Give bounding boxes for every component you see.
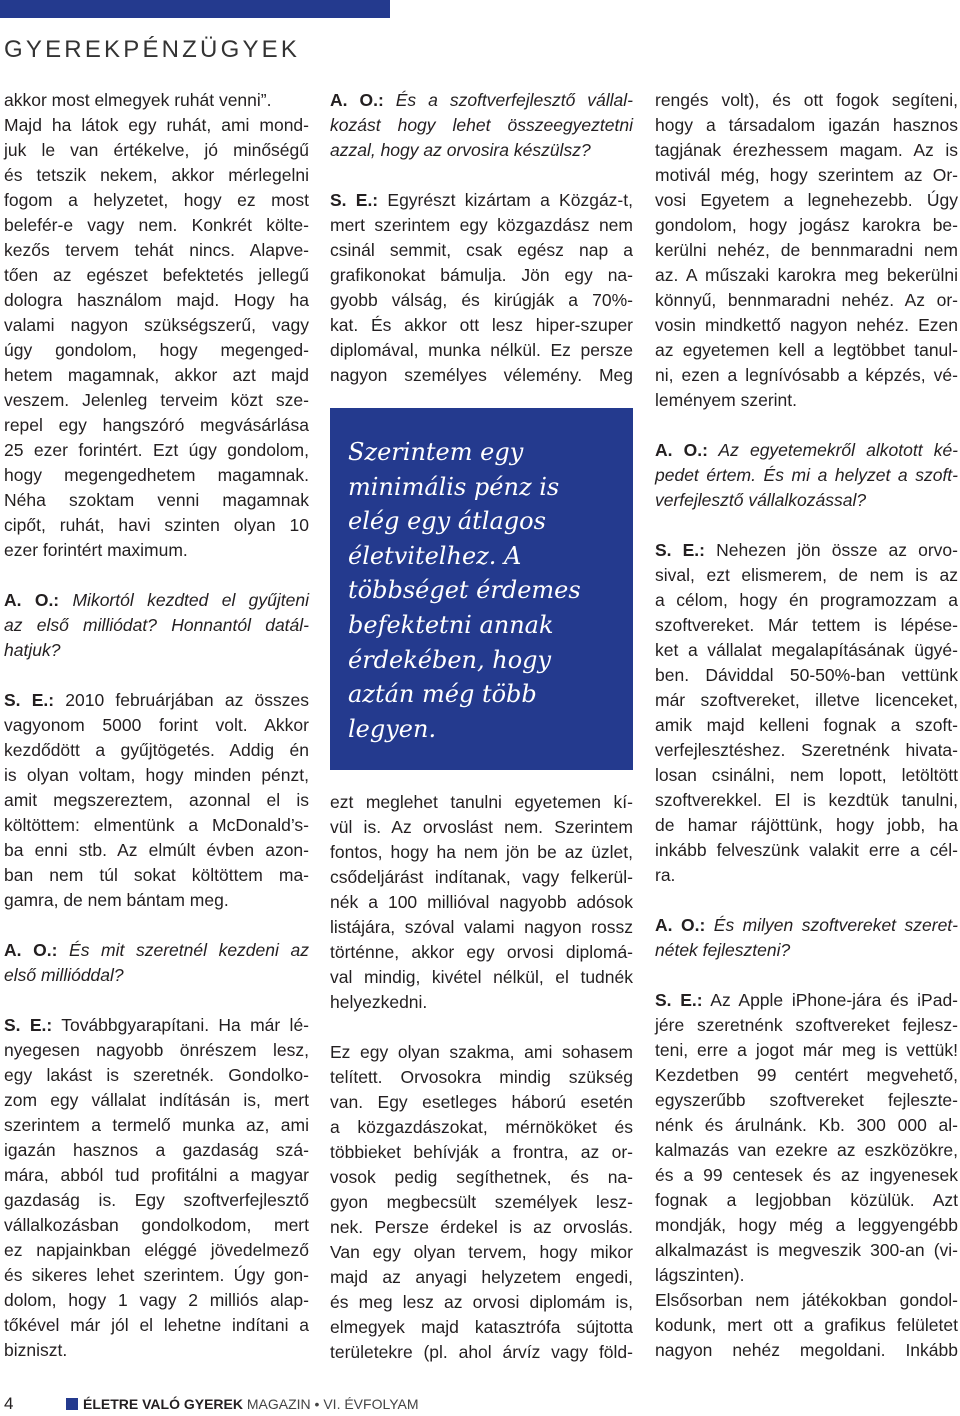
text-line: gazdaság is. Egy szoftverfejlesztő <box>4 1190 309 1210</box>
interviewer-question <box>655 438 958 513</box>
line-text: És a szoftverfejlesztő vállal- <box>395 90 633 110</box>
interviewee-answer <box>4 1013 309 1363</box>
pull-quote-line: befektetni annak <box>348 610 554 639</box>
text-line: költöttem: elmentünk a McDonald’s- <box>4 815 309 835</box>
line-text: Nehezen jön össze az orvo- <box>716 540 958 560</box>
text-line: nénk és árulnánk. Kb. 300 000 al- <box>655 1115 958 1135</box>
pull-quote-line: legyen. <box>348 714 437 743</box>
text-line: szoftvereket. Már tettem is lépése- <box>655 615 958 635</box>
text-line: Ez egy olyan szakma, ami sohasem <box>330 1041 633 1062</box>
interviewer-question <box>4 588 309 663</box>
text-line: teni, erre a jogot már meg is vettük! <box>655 1040 958 1060</box>
text-line: elmegyek majd katasztrófa sújtotta <box>330 1316 633 1337</box>
column-1 <box>4 88 309 1363</box>
text-line: vállalkozásban gondolkodom, mert <box>4 1215 309 1235</box>
text-line: nagyon személyes vélemény. Meg <box>330 365 633 385</box>
text-line: gyon megbecsült személyek lesz- <box>330 1191 633 1212</box>
text-line <box>4 588 309 613</box>
text-line: kezős tervem tehát nincs. Alapve- <box>4 240 309 260</box>
paragraph <box>655 1288 958 1363</box>
interviewee-answer <box>4 688 309 913</box>
text-line: verfejlesztéshez. Szeretnénk hivata- <box>655 740 958 760</box>
text-line: Néha szoktam venni magamnak <box>4 490 309 510</box>
pull-quote-line: érdekében, hogy <box>348 645 552 674</box>
text-line: leményem szerint. <box>655 390 797 410</box>
text-line: vosin mindkettő nagyon nehéz. Ezen <box>655 315 958 335</box>
text-line: hetem magamnak, akkor azt majd <box>4 365 309 385</box>
text-line: mert szerintem egy közgazdász nem <box>330 215 633 235</box>
text-line: repel egy hangszóró megvásárlása <box>4 415 309 435</box>
text-line: úgy gondolom, hogy megenged- <box>4 340 309 360</box>
text-line: 25 ezer forintért. Ezt úgy gondolom, <box>4 440 309 460</box>
text-line: losan csinálni, nem lopott, letöltött <box>655 765 958 785</box>
text-line: dologra használom majd. Hogy ha <box>4 290 309 310</box>
section-title: GYEREKPÉNZÜGYEK <box>4 36 301 63</box>
text-line <box>655 913 958 938</box>
magazine-name: ÉLETRE VALÓ GYEREK <box>83 1396 243 1412</box>
text-line: zom egy vállalat indításán is, mert <box>4 1090 309 1110</box>
pull-quote-line: Szerintem egy <box>348 438 524 466</box>
text-line: bizniszt. <box>4 1340 68 1360</box>
text-line: alkalmazást is megveszik 300-an (vi- <box>655 1240 958 1260</box>
text-line: nyegesen nagyobb önrészem lesz, <box>4 1040 309 1060</box>
text-line: hogy a társadalom igazán hasznos <box>655 115 958 135</box>
speaker-label: S. E.: <box>4 690 55 710</box>
text-line: területekre (pl. ahol árvíz vagy föld- <box>330 1341 633 1362</box>
text-line: többieket behívják a frontra, az or- <box>330 1141 633 1162</box>
text-line: cipőt, ruhát, havi szinten olyan 10 <box>4 515 309 535</box>
speaker-label: A. O.: <box>4 940 58 960</box>
text-line <box>4 938 309 963</box>
text-line: diplomával, munka nélkül. Ez persze <box>330 340 633 360</box>
text-line: vosi Egyetem a legnehezebb. Úgy <box>655 190 958 210</box>
text-line: kalmazás van ezekre az eszközökre, <box>655 1140 958 1160</box>
text-line: telített. Orvosokra mindig szükség <box>330 1066 633 1087</box>
paragraph <box>330 1040 633 1365</box>
text-line: azzal, hogy az orvosira készülsz? <box>330 140 591 160</box>
text-line: inkább felveszünk valakit erre a cél- <box>655 840 958 860</box>
text-line: majd az anyagi helyzetem engedi, <box>330 1266 633 1287</box>
footer <box>0 1392 960 1416</box>
text-line: mondják, hogy még a leggyengébb <box>655 1215 958 1235</box>
text-line: amik majd kelleni fognak a szoft- <box>655 715 958 735</box>
paragraph <box>4 88 309 113</box>
text-line: van. Egy esetleges háború esetén <box>330 1091 633 1112</box>
text-line: ezt meglehet tanulni egyetemen kí- <box>330 791 633 812</box>
paragraph <box>330 790 633 1015</box>
text-line: ben. Dáviddal 50-50%-ban vettünk <box>655 665 958 685</box>
interviewee-answer <box>655 988 958 1288</box>
text-line: belefér-e vagy nem. Konkrét költe- <box>4 215 309 235</box>
text-line: Majd ha látok egy ruhát, ami mond- <box>4 115 309 135</box>
text-line <box>655 988 958 1013</box>
text-line: ezer forintért maximum. <box>4 540 188 560</box>
text-line <box>4 1013 309 1038</box>
interviewer-question <box>4 938 309 988</box>
text-line: kezdődött a gyűjtögetés. Addig én <box>4 740 309 760</box>
text-line <box>655 538 958 563</box>
magazine-issue: MAGAZIN • VI. ÉVFOLYAM <box>246 1396 419 1412</box>
speaker-label: A. O.: <box>330 90 384 110</box>
text-line: val mindig, kivétel nélkül, el tudnék <box>330 966 633 987</box>
speaker-label: A. O.: <box>655 440 708 460</box>
text-line: verfejlesztő vállalkozással? <box>655 490 867 510</box>
text-line: de hamar rájöttünk, hogy jobb, ha <box>655 815 958 835</box>
text-line: hatjuk? <box>4 640 61 660</box>
speaker-label: A. O.: <box>4 590 60 610</box>
interviewer-question <box>655 913 958 963</box>
text-line: valami nagyon szükségszerű, vagy <box>4 315 309 335</box>
text-line: lágszinten). <box>655 1265 745 1285</box>
text-line: pedet értem. És mi a helyzet a szoft- <box>655 465 958 485</box>
text-line <box>655 438 958 463</box>
text-line: a közgazdászokat, mérnököket és <box>330 1116 633 1137</box>
text-line: gyobb válság, és kirúgják a 70%- <box>330 290 633 310</box>
page-number: 4 <box>4 1394 14 1413</box>
line-text: Továbbgyarapítani. Ha már lé- <box>61 1015 309 1035</box>
text-line: a célom, hogy én programozzam a <box>655 590 958 610</box>
text-line: vosok pedig segíthetnek, és na- <box>330 1166 633 1187</box>
speaker-label: S. E.: <box>4 1015 53 1035</box>
text-line: vül is. Az orvoslást nem. Szerintem <box>330 816 633 837</box>
text-line: tagjának érezhessem magam. Az is <box>655 140 958 160</box>
text-line: az. A műszaki karokra meg bekerülni <box>655 265 958 285</box>
text-line: kat. És akkor ott lesz hiper-szuper <box>330 315 633 335</box>
text-line: gamra, de nem bántam meg. <box>4 890 229 910</box>
text-line: ni, ezen a legnívósabb a képzés, vé- <box>655 365 958 385</box>
magazine-square-icon <box>66 1398 78 1410</box>
text-line <box>4 688 309 713</box>
text-line: kerülni nehéz, de bennmaradni nem <box>655 240 958 260</box>
text-line: ra. <box>655 865 676 885</box>
line-text: És mit szeretnél kezdeni az <box>69 940 309 960</box>
text-line: első millióddal? <box>4 965 124 985</box>
text-line: az első milliódat? Honnantól datál- <box>4 615 309 635</box>
text-line: ez napjainkban eléggé jövedelmező <box>4 1240 309 1260</box>
text-line: igazán hasznos a gazdaság szá- <box>4 1140 309 1160</box>
interviewer-question <box>330 88 633 163</box>
text-line: hogy megengedhetem magamnak. <box>4 465 309 485</box>
line-text: Az Apple iPhone-jára és iPad- <box>710 990 958 1010</box>
text-line: motivál még, hogy szerintem az Or- <box>655 165 958 185</box>
header-bar <box>0 0 390 18</box>
text-line: vagyonom 5000 forint volt. Akkor <box>4 715 309 735</box>
text-line: Kezdetben 99 centért megvehető, <box>655 1065 958 1085</box>
text-line: ket a vállalat megalapításának ügyé- <box>655 640 958 660</box>
text-line: grafikonokat bámulja. Jön egy na- <box>330 265 633 285</box>
text-line: fogom a helyzetet, hogy ez most <box>4 190 309 210</box>
text-line: juk le van értékelve, jó minőségű <box>4 140 309 160</box>
text-line: fontos, hogy ha nem jön be az üzlet, <box>330 841 633 862</box>
speaker-label: A. O.: <box>655 915 706 935</box>
text-line: kozást hogy lehet összeegyeztetni <box>330 115 633 135</box>
magazine-credit <box>83 1395 419 1413</box>
speaker-label: S. E.: <box>330 190 379 210</box>
pull-quote-line: életvitelhez. A <box>348 541 522 570</box>
text-line: fognak a legjobban közülük. Azt <box>655 1190 958 1210</box>
line-text: És milyen szoftvereket szeret- <box>713 915 958 935</box>
text-line: szerintem a termelő munka az, ami <box>4 1115 309 1135</box>
text-line: egy lakást is szeretnék. Gondolko- <box>4 1065 309 1085</box>
text-line: helyezkedni. <box>330 991 428 1012</box>
pull-quote-line: elég egy átlagos <box>348 507 546 536</box>
text-line <box>330 88 633 113</box>
text-line <box>330 188 633 213</box>
text-line: sival, ezt elismerem, de nem is az <box>655 565 958 585</box>
text-line: szoftverekkel. El is kezdtük tanulni, <box>655 790 958 810</box>
text-line: Elsősorban nem játékokban gondol- <box>655 1290 958 1310</box>
column-3 <box>655 88 958 1363</box>
text-line: tően az egészet befektetés jellegű <box>4 265 309 285</box>
text-line: Van egy olyan tervem, hogy mikor <box>330 1241 633 1262</box>
text-line: tőkével már jól el lehetne indítani a <box>4 1315 309 1335</box>
speaker-label: S. E.: <box>655 540 705 560</box>
text-line: akkor most elmegyek ruhát venni”. <box>4 90 272 110</box>
speaker-label: S. E.: <box>655 990 703 1010</box>
interviewee-answer <box>655 538 958 888</box>
pull-quote-line: aztán még több <box>348 680 537 709</box>
text-line: ba enni stb. Az elmúlt évben azon- <box>4 840 309 860</box>
text-line: is olyan voltam, hogy minden pénzt, <box>4 765 309 785</box>
text-line: amit megszereztem, azonnal el is <box>4 790 309 810</box>
interviewee-answer <box>330 188 633 388</box>
text-line: már szoftvereket, illetve licenceket, <box>655 690 958 710</box>
text-line: listájára, szóval valami nagyon rossz <box>330 916 633 937</box>
line-text: 2010 februárjában az összes <box>65 690 309 710</box>
pull-quote <box>330 408 633 770</box>
text-line: jére szeretnénk szoftvereket fejlesz- <box>655 1015 958 1035</box>
text-line: rengés volt), és ott fogok segíteni, <box>655 90 958 110</box>
text-line: ban nem túl sokat költöttem ma- <box>4 865 309 885</box>
text-line: mára, abból tud profitálni a magyar <box>4 1165 309 1185</box>
text-line: történne, akkor egy orvosi diplomá- <box>330 941 633 962</box>
pull-quote-line: minimális pénz is <box>348 472 560 501</box>
paragraph <box>655 88 958 413</box>
line-text: Egyrészt kizártam a Közgáz-t, <box>387 190 633 210</box>
text-line: és sikeres lehet szerintem. Úgy gon- <box>4 1265 309 1285</box>
pull-quote-line: többséget érdemes <box>348 576 581 605</box>
text-line: csődeljárást indítanak, vagy felkerül- <box>330 866 633 887</box>
text-line: csinál semmit, csak egész nap a <box>330 240 633 260</box>
text-line: egyszerűbb szoftvereket fejleszte- <box>655 1090 958 1110</box>
paragraph <box>4 113 309 563</box>
text-line: dolom, hogy 1 vagy 2 milliós alap- <box>4 1290 309 1310</box>
text-line: nek. Persze érdekel is az orvoslás. <box>330 1216 633 1237</box>
text-line: gondolom, hogy jogász karokra be- <box>655 215 958 235</box>
column-2 <box>330 88 633 1365</box>
line-text: Az egyetemekről alkotott ké- <box>718 440 959 460</box>
text-line: és a 99 centesek és az ingyenesek <box>655 1165 958 1185</box>
text-line: az egyetemen kell a legtöbbet tanul- <box>655 340 958 360</box>
text-line: veszem. Jelenleg terveim közt sze- <box>4 390 309 410</box>
text-line: nagyon nehéz megoldani. Inkább <box>655 1340 958 1360</box>
text-line: kodunk, mert ott a grafikus felületet <box>655 1315 958 1335</box>
text-line: és tetszik nekem, akkor mérlegelni <box>4 165 309 185</box>
text-line: nék a 100 millióval nagyobb adósok <box>330 891 633 912</box>
text-line: és meg lesz az orvosi diplomám is, <box>330 1291 633 1312</box>
text-line: könnyű, bennmaradni nehéz. Az or- <box>655 290 958 310</box>
text-line: nétek fejleszteni? <box>655 940 791 960</box>
line-text: Mikortól kezdted el gyűjteni <box>72 590 309 610</box>
